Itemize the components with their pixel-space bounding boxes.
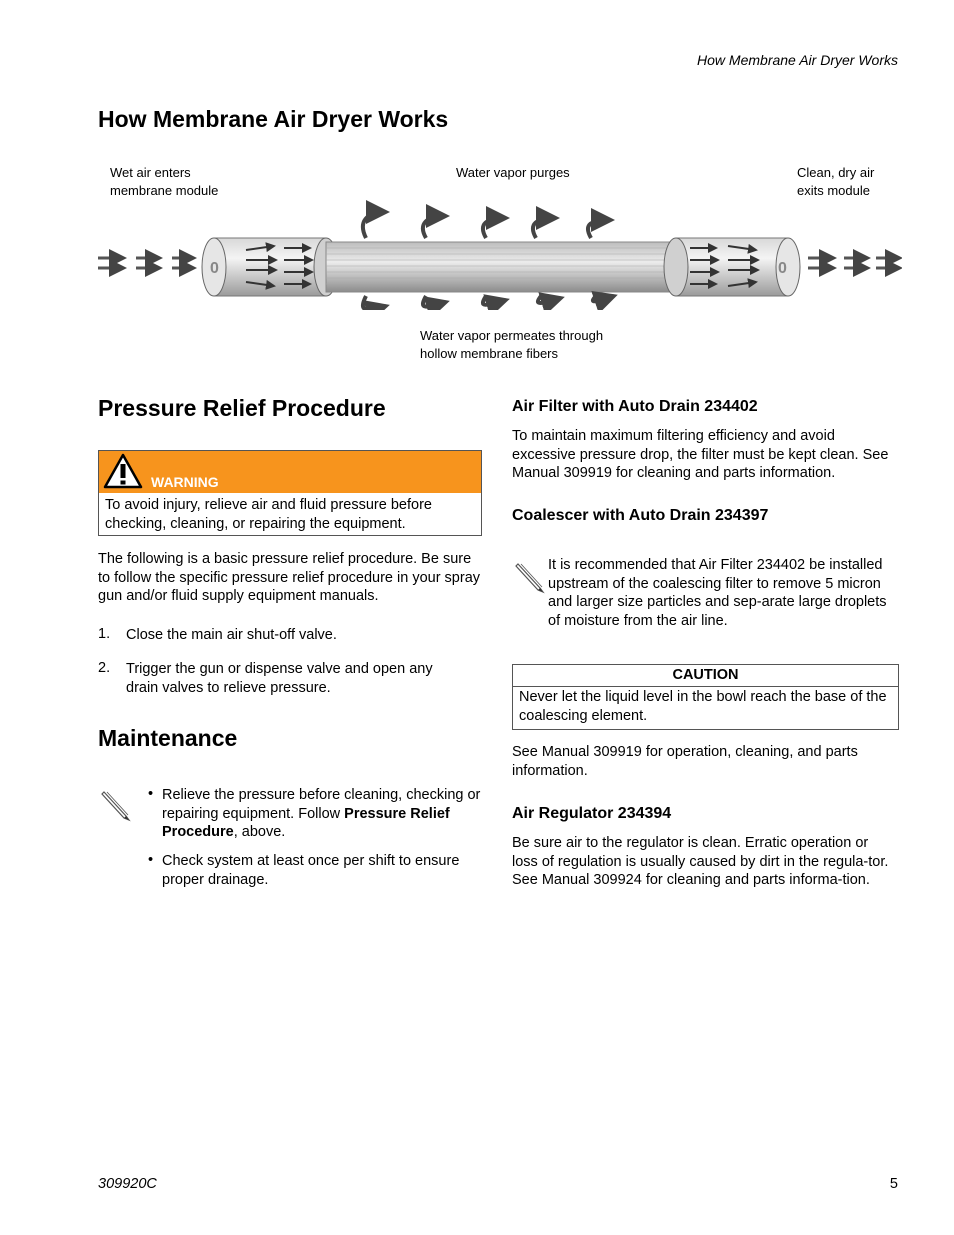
svg-text:0: 0	[778, 260, 787, 277]
running-header: How Membrane Air Dryer Works	[697, 52, 898, 68]
list-item	[148, 852, 484, 892]
step-number: 1.	[98, 626, 111, 642]
step-text: Trigger the gun or dispense valve and open any drain valves to relieve pressure.	[126, 661, 433, 696]
figure-label-permeate: Water vapor permeates through hollow membrane fibers	[420, 328, 604, 361]
section-title-coalescer: Coalescer with Auto Drain 234397	[512, 507, 769, 524]
hollow-fiber-bundle	[326, 242, 676, 292]
bullet-mark: •	[148, 786, 154, 802]
figure-label-inlet: Wet air enters membrane module	[110, 165, 219, 198]
warning-text: To avoid injury, relieve air and fluid pressure before checking, cleaning, or repairing the equipment.	[105, 497, 432, 532]
bold-reference: Pressure Relief Procedure	[162, 805, 450, 841]
air-filter-text: To maintain maximum filtering efficiency and avoid excessive pressure drop, the filter must be kept clean. See Manual 309919 for cleaning and parts information.	[512, 428, 889, 482]
caution-box	[512, 664, 899, 730]
figure-label-purge: Water vapor purges	[456, 165, 570, 180]
inlet-arrows	[98, 258, 194, 268]
section-title-dryer: How Membrane Air Dryer Works	[98, 106, 449, 132]
pencil-note-icon	[514, 560, 546, 594]
coalescer-manual-reference: See Manual 309919 for operation, cleaning, and parts information.	[512, 744, 858, 779]
document-number: 309920C	[98, 1176, 157, 1192]
pressure-relief-intro: The following is a basic pressure relief procedure. Be sure to follow the specific pressure relief procedure in your spray gun and/or fluid supply equipment manuals.	[98, 551, 481, 605]
list-item	[148, 786, 484, 852]
section-title-air-regulator: Air Regulator 234394	[512, 805, 672, 822]
caution-text: Never let the liquid level in the bowl reach the base of the coalescing element.	[519, 689, 887, 724]
warning-box	[98, 450, 482, 536]
warning-triangle-icon	[103, 453, 143, 489]
air-regulator-text: Be sure air to the regulator is clean. Erratic operation or loss of regulation is usually caused by dirt in the regula-tor. See Manual 309924 for cleaning and parts informa-tion.	[512, 835, 889, 889]
step-number: 2.	[98, 660, 111, 676]
bullet-text: Relieve the pressure before cleaning, checking or repairing equipment. Follow Pressure Relief Procedure, above.	[162, 787, 481, 841]
maintenance-bullets	[148, 786, 484, 892]
figure-label-outlet: Clean, dry air exits module	[797, 165, 875, 198]
pressure-relief-steps	[98, 626, 482, 700]
warning-label: WARNING	[151, 474, 219, 490]
list-item	[98, 660, 482, 700]
membrane-dryer-diagram	[96, 200, 902, 310]
list-item	[98, 626, 482, 660]
pencil-note-icon	[100, 788, 132, 822]
caution-label: CAUTION	[513, 665, 898, 687]
coalescer-note: It is recommended that Air Filter 234402 be installed upstream of the coalescing filter to remove 5 micron and larger size particles and sep-arate large droplets of moisture from the air line.	[548, 557, 887, 629]
bullet-text: Check system at least once per shift to ensure proper drainage.	[162, 853, 460, 888]
section-title-maintenance: Maintenance	[98, 725, 238, 751]
page-number: 5	[889, 1176, 898, 1192]
section-title-air-filter: Air Filter with Auto Drain 234402	[512, 398, 758, 415]
section-title-pressure-relief: Pressure Relief Procedure	[98, 395, 386, 421]
svg-text:0: 0	[210, 260, 219, 277]
step-text: Close the main air shut-off valve.	[126, 627, 337, 643]
outlet-arrows	[808, 258, 900, 268]
bullet-mark: •	[148, 852, 154, 868]
warning-header	[99, 451, 481, 493]
